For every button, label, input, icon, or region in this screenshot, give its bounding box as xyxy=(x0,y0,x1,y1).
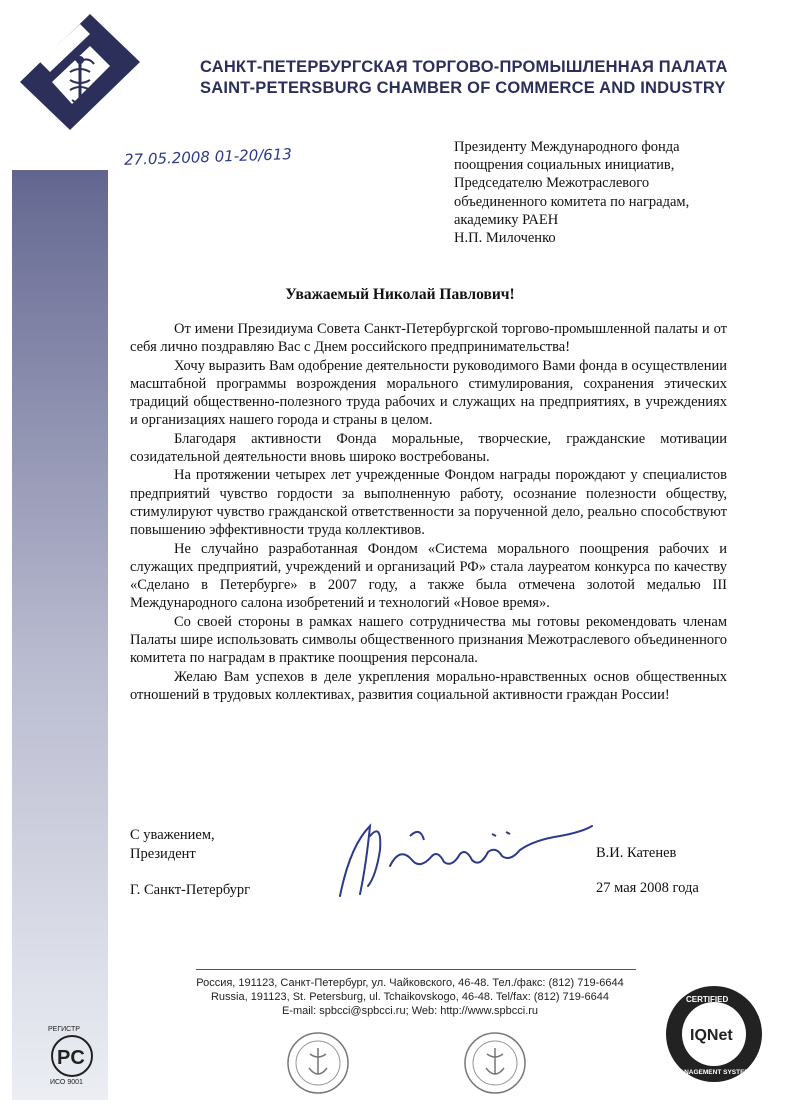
addressee-block xyxy=(454,138,774,247)
svg-text:PC: PC xyxy=(57,1047,85,1069)
closing-city: Г. Санкт-Петербург xyxy=(130,882,251,898)
letter-date: 27 мая 2008 года xyxy=(596,880,699,896)
reg-top-label: РЕГИСТР xyxy=(48,1026,80,1033)
chamber-logo xyxy=(0,0,140,170)
footer-divider xyxy=(196,969,636,970)
addressee-line: академику РАЕН xyxy=(454,211,559,228)
paragraph: Хочу выразить Вам одобрение деятельности руководимого Вами фонда в осуществлении масштабной программы возрождения морального стимулирования, сохранения этических традиций общественно-полезного труда рабочих и служащих на предприятиях, в учреждениях и организациях нашего города и страны в целом. xyxy=(130,357,727,429)
quality-seal-left xyxy=(285,1030,351,1096)
footer-address-ru: Россия, 191123, Санкт-Петербург, ул. Чайковского, 46-48. Тел./факс: (812) 719-6644 xyxy=(196,977,624,989)
closing-position: Президент xyxy=(130,846,196,862)
salutation: Уважаемый Николай Павлович! xyxy=(285,286,515,303)
closing-regards: С уважением, xyxy=(130,827,215,843)
iqnet-brand-label: IQNet xyxy=(690,1027,733,1044)
addressee-line: объединенного комитета по наградам, xyxy=(454,193,690,210)
paragraph: Желаю Вам успехов в деле укрепления морально-нравственных основ общественных отношений в трудовых коллективах, развития социальной активности граждан России! xyxy=(130,668,727,703)
paragraph: От имени Президиума Совета Санкт-Петербургской торгово-промышленной палаты и от себя лично поздравляю Вас с Днем российского предпринимательства! xyxy=(130,321,727,356)
header-title-en: SAINT-PETERSBURG CHAMBER OF COMMERCE AND INDUSTRY xyxy=(200,79,726,97)
addressee-line: Председателю Межотраслевого xyxy=(454,175,650,192)
reg-bottom-label: ИСО 9001 xyxy=(50,1079,83,1086)
addressee-line: Президенту Международного фонда xyxy=(454,139,680,155)
paragraph: Не случайно разработанная Фондом «Система морального поощрения рабочих и служащих предприятий, учреждений и организаций РФ» стала лауреатом конкурса по качеству «Сделано в Петербурге» в 2007 году, а также была отмечена золотой медалью III Международного салона изобретений и технологий «Новое время». xyxy=(130,540,727,612)
signer-name: В.И. Катенев xyxy=(596,845,677,861)
quality-seal-right xyxy=(462,1030,528,1096)
iqnet-certified-logo xyxy=(664,984,764,1084)
paragraph: На протяжении четырех лет учрежденные Фондом награды порождают у специалистов предприятий чувство гордости за выполненную работу, осознание полезности обществу, стимулируют чувство гражданской ответственности за порученной дело, реально способствуют повышению эффективности труда коллективов. xyxy=(130,467,727,539)
letter-body xyxy=(130,320,727,704)
iqnet-ring-bottom-label: MANAGEMENT SYSTEM xyxy=(674,1069,750,1076)
handwritten-signature xyxy=(320,806,600,906)
handwritten-reference: 27.05.2008 01-20/613 xyxy=(123,145,293,169)
paragraph: Благодаря активности Фонда моральные, творческие, гражданские мотивации созидательной деятельности вновь широко востребованы. xyxy=(130,430,727,466)
footer-address-en: Russia, 191123, St. Petersburg, ul. Tchaikovskogo, 46-48. Tel/fax: (812) 719-6644 xyxy=(210,991,610,1003)
header-title-ru: САНКТ-ПЕТЕРБУРГСКАЯ ТОРГОВО-ПРОМЫШЛЕННАЯ ПАЛАТА xyxy=(200,58,728,76)
closing-block xyxy=(130,826,215,864)
iqnet-ring-top-label: CERTIFIED xyxy=(686,995,729,1004)
gost-registry-logo xyxy=(38,1022,108,1086)
paragraph: Со своей стороны в рамках нашего сотрудничества мы готовы рекомендовать членам Палаты шире использовать символы общественного признания Межотраслевого объединенного комитета по наградам в практике поощрения персонала. xyxy=(130,613,727,667)
addressee-line: Н.П. Милоченко xyxy=(454,230,556,247)
footer-contacts: E-mail: spbcci@spbcci.ru; Web: http://www.spbcci.ru xyxy=(281,1005,539,1017)
addressee-line: поощрения социальных инициатив, xyxy=(454,157,675,174)
